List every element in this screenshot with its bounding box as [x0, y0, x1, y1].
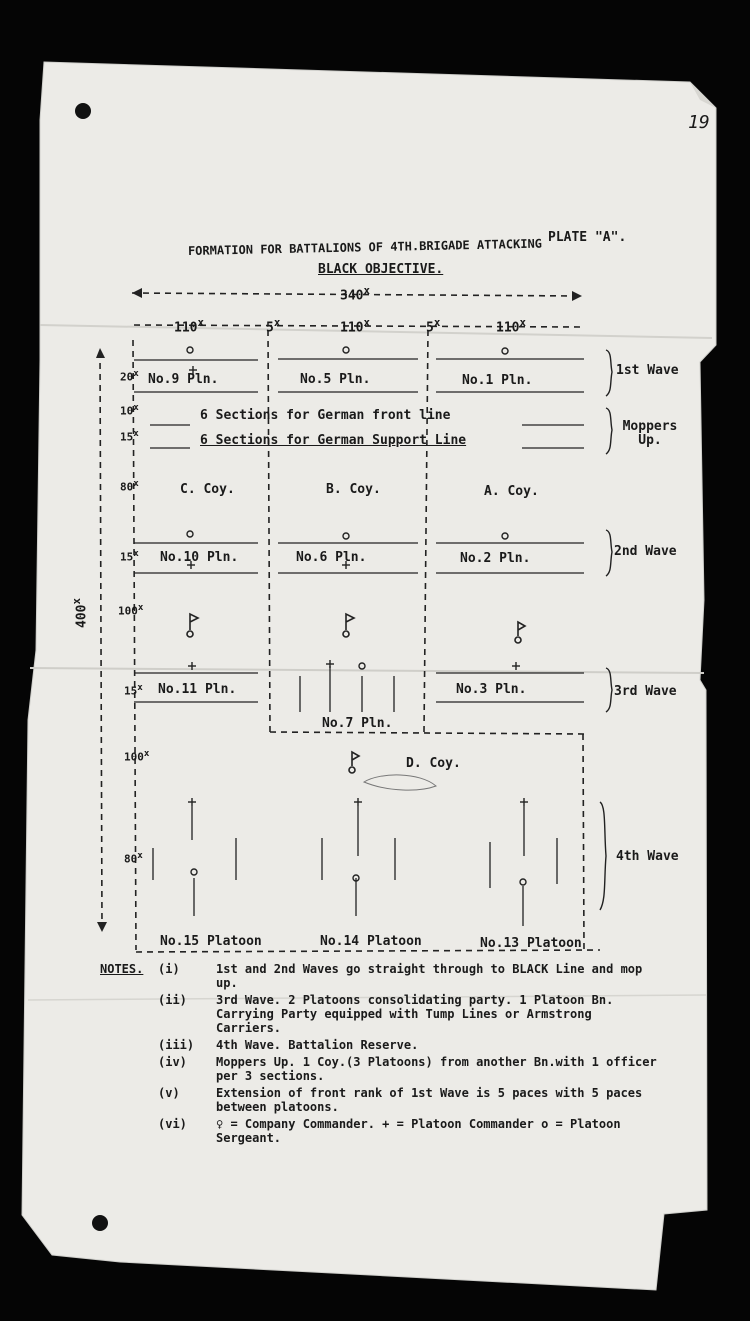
- title-line-2: BLACK OBJECTIVE.: [318, 262, 444, 277]
- note-text: 1st and 2nd Waves go straight through to BLACK Line and mop up.: [216, 962, 643, 990]
- wave2-platoon-c: No.10 Pln.: [160, 550, 239, 565]
- note-number: (ii): [158, 993, 187, 1007]
- company-c: C. Coy.: [180, 482, 235, 497]
- depth-label-2: 10$^x$: [120, 402, 139, 418]
- plate-label: PLATE "A".: [548, 230, 627, 245]
- depth-label-3: 15$^x$: [120, 428, 139, 444]
- note-6: [100, 1117, 660, 1145]
- col3-width-label: 110$^x$: [496, 316, 527, 336]
- wave4-platoon-14: No.14 Platoon: [320, 934, 422, 949]
- notes-heading: NOTES.: [100, 962, 144, 976]
- wave3-platoon-a: No.3 Pln.: [456, 682, 527, 697]
- bracket-label-2nd-wave: 2nd Wave: [614, 544, 677, 559]
- notes-section: [100, 962, 660, 1148]
- wave4-platoon-13: No.13 Platoon: [480, 936, 582, 951]
- depth-label-7: 15$^x$: [124, 682, 143, 698]
- wave2-platoon-a: No.2 Pln.: [460, 551, 531, 566]
- wave1-platoon-b: No.5 Pln.: [300, 372, 371, 387]
- note-4: [100, 1055, 660, 1083]
- wave4-platoon-15: No.15 Platoon: [160, 934, 262, 949]
- note-3: [100, 1038, 660, 1052]
- depth-label-4: 80$^x$: [120, 478, 139, 494]
- wave2-platoon-b: No.6 Pln.: [296, 550, 367, 565]
- note-number: (iii): [158, 1038, 195, 1052]
- moppers-line-1: 6 Sections for German front line: [200, 408, 451, 423]
- note-2: [100, 993, 660, 1035]
- company-d: D. Coy.: [406, 756, 461, 771]
- note-number: (i): [158, 962, 180, 976]
- note-5: [100, 1086, 660, 1114]
- total-depth-label: 400$^x$: [70, 597, 90, 628]
- bracket-label-3rd-wave: 3rd Wave: [614, 684, 677, 699]
- total-width-label: 340$^x$: [340, 284, 371, 304]
- note-text: 3rd Wave. 2 Platoons consolidating party. 1 Platoon Bn. Carrying Party equipped with Tump Lines or Armstrong Carriers.: [216, 993, 614, 1035]
- moppers-line-2: 6 Sections for German Support Line: [200, 433, 467, 448]
- depth-label-8: 100$^x$: [124, 748, 150, 764]
- depth-label-5: 15$^x$: [120, 548, 139, 564]
- wave3-platoon-centre: No.7 Pln.: [322, 716, 393, 731]
- note-1: [100, 962, 660, 990]
- wave1-platoon-a: No.1 Pln.: [462, 373, 533, 388]
- page-number: 19: [688, 112, 710, 133]
- title-line-1: FORMATION FOR BATTALIONS OF 4TH.BRIGADE ATTACKING: [187, 236, 543, 258]
- col1-width-label: 110$^x$: [174, 316, 205, 336]
- gap1-width-label: 5$^x$: [266, 316, 281, 336]
- gap2-width-label: 5$^x$: [426, 316, 441, 336]
- company-a: A. Coy.: [484, 484, 539, 499]
- col2-width-label: 110$^x$: [340, 316, 371, 336]
- note-number: (v): [158, 1086, 180, 1100]
- note-text: Moppers Up. 1 Coy.(3 Platoons) from another Bn.with 1 officer per 3 sections.: [216, 1055, 657, 1083]
- bracket-label-1st-wave: 1st Wave: [616, 363, 679, 378]
- depth-label-6: 100$^x$: [118, 602, 144, 618]
- note-text: 4th Wave. Battalion Reserve.: [216, 1038, 419, 1052]
- note-text: Extension of front rank of 1st Wave is 5 paces with 5 paces between platoons.: [216, 1086, 643, 1114]
- note-number: (vi): [158, 1117, 187, 1131]
- depth-label-9: 80$^x$: [124, 850, 143, 866]
- depth-label-1: 20$^x$: [120, 368, 139, 384]
- note-text: ♀ = Company Commander. + = Platoon Commander o = Platoon Sergeant.: [216, 1117, 621, 1145]
- bracket-label-4th-wave: 4th Wave: [616, 849, 679, 864]
- wave1-platoon-c: No.9 Pln.: [148, 372, 219, 387]
- wave3-platoon-c: No.11 Pln.: [158, 682, 237, 697]
- company-b: B. Coy.: [326, 482, 381, 497]
- bracket-label-moppers: Moppers Up.: [622, 419, 678, 448]
- note-number: (iv): [158, 1055, 187, 1069]
